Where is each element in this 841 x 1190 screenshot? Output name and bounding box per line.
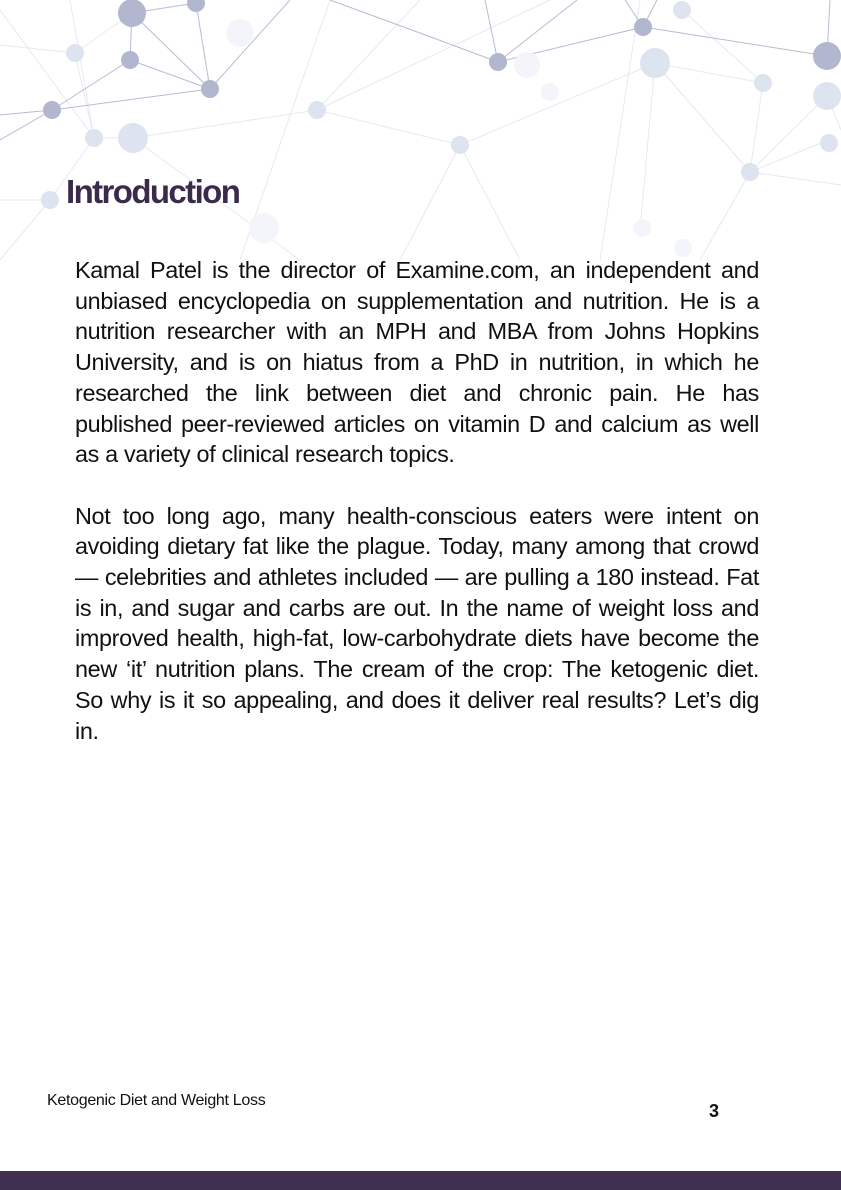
footer-running-title: Ketogenic Diet and Weight Loss <box>47 1092 266 1109</box>
paragraph: Kamal Patel is the director of Examine.com, an independent and unbiased encyclopedia on supplementation and nutrition. He is a nutrition researcher with an MPH and MBA from Johns Hopkins University, and is on hiatus from a PhD in nutrition, in which he researched the link between diet and chronic pain. He has published peer-reviewed articles on vitamin D and calcium as well as a variety of clinical research topics. <box>75 257 759 468</box>
page-number: 3 <box>709 1101 720 1121</box>
body-text <box>75 255 759 777</box>
paragraph: Not too long ago, many health-conscious eaters were intent on avoiding dietary fat like the plague. Today, many among that crowd — celebrities and athletes included — are pulling a 180 instead. Fat is in, and sugar and carbs are out. In the name of weight loss and improved health, high-fat, low-carbohydrate diets have become the new ‘it’ nutrition plans. The cream of the crop: The ketogenic diet. So why is it so appealing, and does it deliver real results? Let’s dig in. <box>75 502 759 744</box>
footer-color-bar <box>0 1171 841 1190</box>
section-heading: Introduction <box>66 173 240 210</box>
network-background-decoration <box>0 0 841 260</box>
